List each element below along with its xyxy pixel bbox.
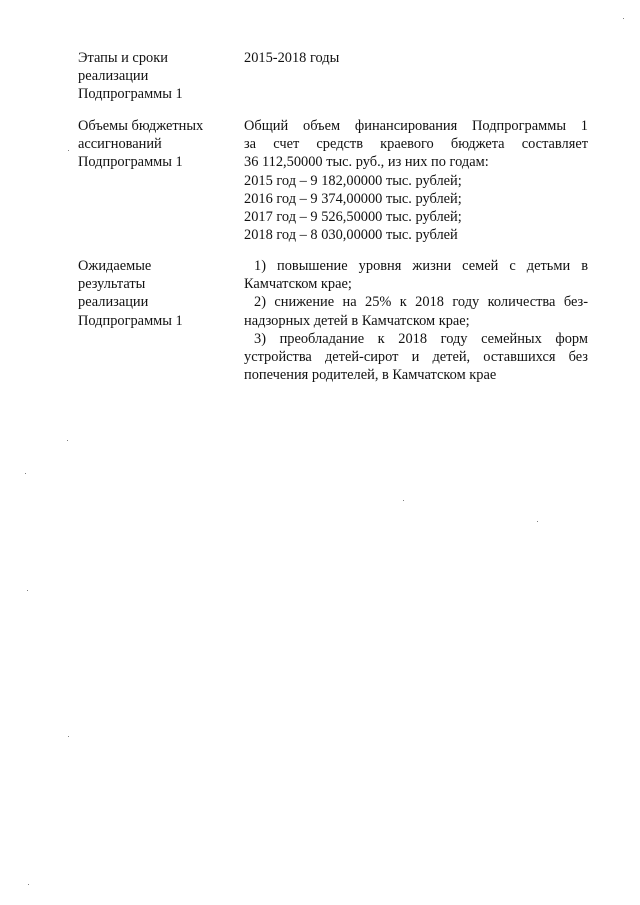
value-results — [244, 257, 588, 384]
label-line: Подпрограммы 1 — [78, 86, 183, 103]
value-line: 2015 год – 9 182,00000 тыс. рублей; — [244, 172, 462, 189]
value-budget — [244, 117, 588, 244]
scan-speck — [403, 500, 404, 501]
value-line: 2) снижение на 25% к 2018 году количества без- — [254, 294, 588, 311]
value-line: устройства детей-сирот и детей, оставшихся без — [244, 349, 588, 366]
value-stages — [244, 49, 588, 67]
label-line: Ожидаемые — [78, 258, 152, 274]
label-line: Подпрограммы 1 — [78, 154, 183, 171]
scan-speck — [68, 150, 69, 151]
scan-speck — [68, 736, 69, 737]
label-line: Этапы и сроки — [78, 50, 168, 66]
label-line: результаты — [78, 276, 146, 293]
value-line: Общий объем финансирования Подпрограммы 1 — [244, 118, 588, 134]
label-line: реализации — [78, 68, 149, 85]
scan-speck — [67, 440, 68, 441]
value-line: 3) преобладание к 2018 году семейных форм — [254, 330, 588, 347]
value-line: 2016 год – 9 374,00000 тыс. рублей; — [244, 190, 462, 207]
value-line: надзорных детей в Камчатском крае; — [244, 312, 470, 329]
label-line: Объемы бюджетных — [78, 118, 204, 134]
label-line: Подпрограммы 1 — [78, 312, 183, 329]
scan-speck — [537, 521, 538, 522]
value-line: 1) повышение уровня жизни семей с детьми в — [254, 258, 588, 274]
label-line: реализации — [78, 294, 149, 311]
scan-speck — [25, 473, 26, 474]
label-results — [78, 257, 228, 330]
value-line: попечения родителей, в Камчатском крае — [244, 367, 497, 384]
value-line: 2017 год – 9 526,50000 тыс. рублей; — [244, 209, 462, 226]
value-line: Камчатском крае; — [244, 276, 352, 293]
value-line: 36 112,50000 тыс. руб., из них по годам: — [244, 154, 489, 171]
scan-speck — [27, 590, 28, 591]
label-stages — [78, 49, 228, 104]
scan-speck — [28, 884, 29, 885]
value-line: 2015-2018 годы — [244, 50, 340, 66]
scan-speck — [623, 18, 624, 19]
label-budget — [78, 117, 228, 172]
value-line: за счет средств краевого бюджета составляет — [244, 136, 588, 153]
value-line: 2018 год – 8 030,00000 тыс. рублей — [244, 227, 458, 244]
label-line: ассигнований — [78, 136, 162, 153]
